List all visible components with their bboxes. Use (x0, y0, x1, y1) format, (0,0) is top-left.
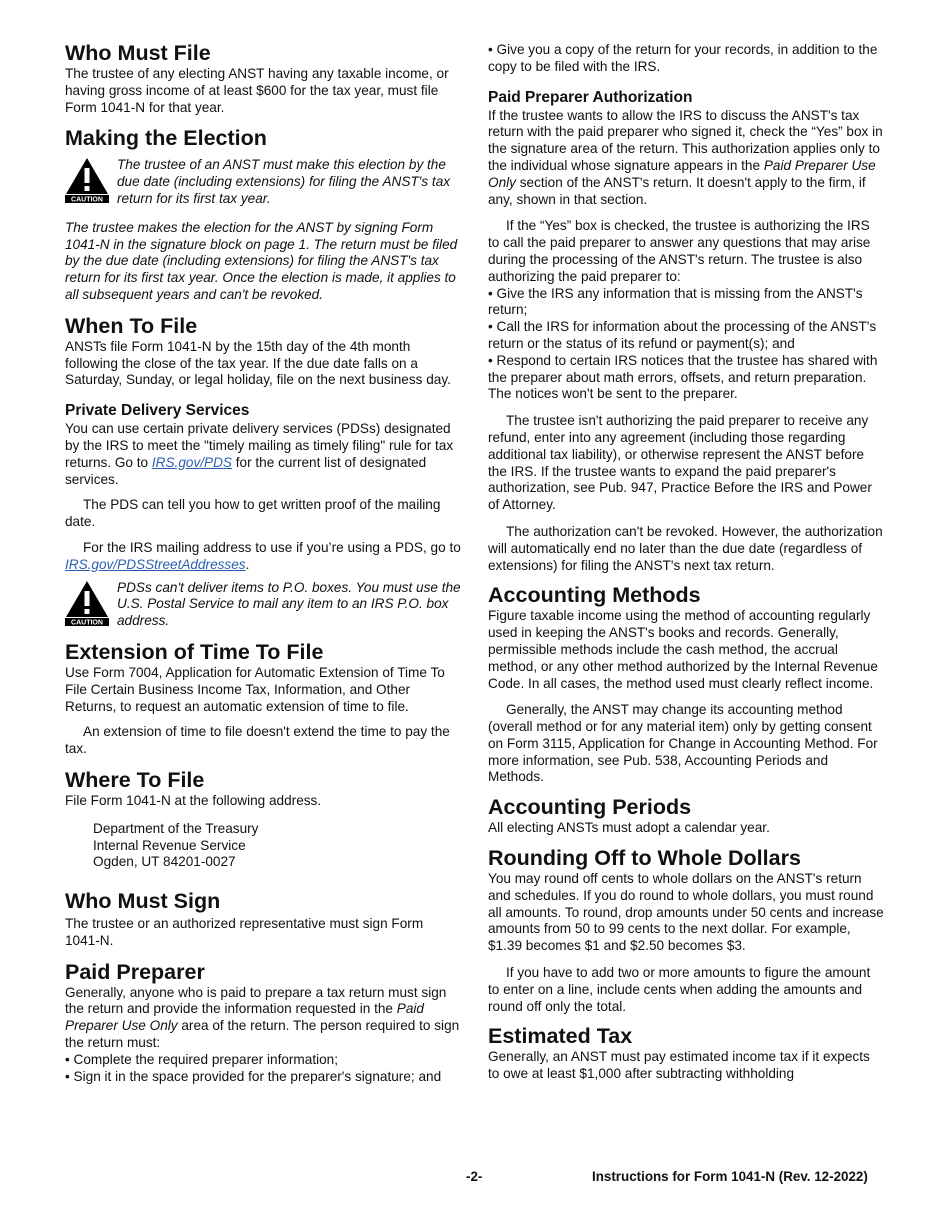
paragraph: Generally, an ANST must pay estimated income tax if it expects to owe at least $1,000 after subtracting withholding (488, 1049, 870, 1082)
text: Paid Preparer Use Only (65, 1001, 424, 1034)
paragraph: The PDS can tell you how to get written proof of the mailing date. (65, 497, 441, 530)
left-column (65, 40, 461, 1085)
bullet-item: • Give the IRS any information that is missing from the ANST's return; (488, 286, 884, 320)
paragraph: The trustee or an authorized representative must sign Form 1041-N. (65, 916, 424, 948)
form-title: Instructions for Form 1041-N (Rev. 12-2022) (592, 1169, 868, 1184)
text: For the IRS mailing address to use if you’re using a PDS, go to (83, 539, 461, 555)
paragraph: If the “Yes” box is checked, the trustee is authorizing the IRS to call the paid preparer to answer any questions that may arise during the processing of the ANST's return. The trustee is also authorizing the paid preparer to: (488, 218, 871, 284)
bullet-item: • Give you a copy of the return for your records, in addition to the copy to be filed with the IRS. (488, 42, 884, 76)
paid-preparer-authorization-section (488, 88, 884, 575)
section-heading: Paid Preparer (65, 959, 205, 984)
paragraph: Generally, the ANST may change its accounting method (overall method or for any material item) only by getting consent on Form 3115, Application for Change in Accounting Method. For more information, see Pub. 538, Accounting Periods and Methods. (488, 702, 878, 785)
section-heading: Who Must File (65, 41, 211, 65)
paragraph: All electing ANSTs must adopt a calendar year. (488, 820, 770, 836)
page-number: -2- (466, 1169, 483, 1184)
extension-section (65, 639, 461, 758)
private-delivery-section (65, 401, 461, 630)
caution-icon (65, 157, 109, 203)
paragraph (65, 421, 461, 488)
text: Paid Preparer Use Only (488, 157, 876, 190)
accounting-methods-section (488, 582, 884, 786)
section-heading: Accounting Periods (488, 795, 692, 820)
text: . (245, 556, 250, 572)
section-heading: When To File (65, 313, 198, 338)
address-line: Ogden, UT 84201-0027 (93, 854, 236, 870)
paragraph: If you have to add two or more amounts to figure the amount to enter on a line, include cents when adding the amounts and round off only the total. (488, 965, 871, 1014)
who-must-sign-section (65, 888, 461, 950)
paragraph: Use Form 7004, Application for Automatic Extension of Time To File Certain Business Income Tax, Information, and Other Returns, to request an automatic extension of time to file. (65, 664, 445, 714)
right-column (488, 40, 884, 1083)
paragraph: File Form 1041-N at the following address. (65, 792, 322, 808)
caution-note (65, 157, 461, 207)
estimated-tax-section (488, 1023, 884, 1083)
section-heading: Estimated Tax (488, 1024, 633, 1049)
section-heading: Making the Election (65, 126, 267, 151)
caution-label: CAUTION (71, 196, 103, 204)
irs-pds-link[interactable]: IRS.gov/PDS (151, 454, 232, 470)
caution-text: PDSs can't deliver items to P.O. boxes. You must use the U.S. Postal Service to mail any item to an IRS P.O. box address. (117, 579, 461, 629)
subsection-heading: Paid Preparer Authorization (488, 88, 693, 106)
paragraph (65, 985, 461, 1052)
paragraph: Figure taxable income using the method of accounting regularly used in keeping the ANST's books and records. Generally, permissible methods include the cash method, the accrual method, or any other method authorized by the Internal Revenue Code. In all cases, the method used must clearly reflect income. (488, 608, 878, 691)
bullet-item: • Respond to certain IRS notices that the trustee has shared with the preparer about math errors, offsets, and return preparation. The notices won't be sent to the preparer. (488, 353, 884, 403)
section-heading: Who Must Sign (65, 889, 221, 914)
paragraph: You may round off cents to whole dollars on the ANST's return and schedules. If you do round to whole dollars, you must round all amounts. To round, drop amounts under 50 cents and increase amounts from 50 to 99 cents to the next dollar. For example, $1.39 becomes $1 and $2.50 becomes $3. (488, 871, 884, 954)
address-line: Department of the Treasury (93, 820, 259, 836)
section-heading: Rounding Off to Whole Dollars (488, 846, 801, 871)
text: You can use certain private delivery services (PDSs) designated by the IRS to meet the "timely mailing as timely filing" rule for tax returns. Go to (65, 421, 454, 470)
mailing-address (65, 821, 461, 871)
paragraph (488, 108, 884, 209)
caution-note (65, 580, 461, 630)
section-heading: Accounting Methods (488, 583, 701, 608)
rounding-section (488, 845, 884, 1015)
paragraph (65, 540, 461, 574)
paragraph: The trustee of any electing ANST having any taxable income, or having gross income of at least $600 for the tax year, must file Form 1041-N for that year. (65, 66, 449, 115)
bullet-item: • Call the IRS for information about the processing of the ANST's return or the status of its refund or payment(s); and (488, 319, 884, 353)
subsection-heading: Private Delivery Services (65, 402, 250, 420)
section-heading: Where To File (65, 767, 205, 792)
text: section of the ANST's return. It doesn't apply to the firm, if any, shown in that section. (488, 174, 866, 207)
text: for the current list of designated services. (65, 454, 427, 487)
paragraph: The trustee makes the election for the ANST by signing Form 1041-N in the signature block on page 1. The return must be filed by the due date (including extensions) for filing the ANST's tax return for its first tax year. Once the election is made, it applies to all subsequent years and can't be revoked. (65, 219, 458, 302)
paragraph: The trustee isn't authorizing the paid preparer to receive any refund, enter into any agreement (including those regarding additional tax liability), or otherwise represent the ANST before the IRS. If the trustee wants to expand the paid preparer's authorization, see Pub. 947, Practice Before the IRS and Power of Attorney. (488, 413, 872, 513)
caution-label: CAUTION (71, 619, 103, 626)
accounting-periods-section (488, 794, 884, 837)
paragraph: The authorization can't be revoked. However, the authorization will automatically end no later than the due date (regardless of extensions) for filing the ANST's next tax return. (488, 523, 883, 573)
text: If the trustee wants to allow the IRS to discuss the ANST's tax return with the paid preparer who signed it, check the “Yes” box in the signature area of the return. This authorization applies only to the individual whose signature appears in the (488, 107, 883, 173)
address-line: Internal Revenue Service (93, 837, 246, 853)
paid-preparer-section (65, 959, 461, 1086)
caution-text: The trustee of an ANST must make this election by the due date (including extensions) for filing the ANST's tax return for its first tax year. (117, 157, 451, 206)
who-must-file-section (65, 40, 461, 116)
section-heading: Extension of Time To File (65, 639, 324, 664)
text: area of the return. The person required to sign the return must: (65, 1018, 460, 1051)
when-to-file-section (65, 313, 461, 389)
bullet-item: • Sign it in the space provided for the preparer's signature; and (65, 1069, 461, 1086)
paragraph: ANSTs file Form 1041-N by the 15th day of the 4th month following the close of the tax year. If the due date falls on a Saturday, Sunday, or legal holiday, file on the next business day. (65, 338, 451, 388)
paragraph: An extension of time to file doesn't extend the time to pay the tax. (65, 724, 450, 757)
where-to-file-section (65, 767, 461, 871)
making-election-section (65, 125, 461, 303)
caution-icon (65, 580, 109, 626)
text: Generally, anyone who is paid to prepare a tax return must sign the return and provide the information requested in the (65, 984, 447, 1017)
bullet-item: • Complete the required preparer information; (65, 1052, 461, 1069)
pds-street-addresses-link[interactable]: IRS.gov/PDSStreetAddresses (65, 556, 246, 572)
